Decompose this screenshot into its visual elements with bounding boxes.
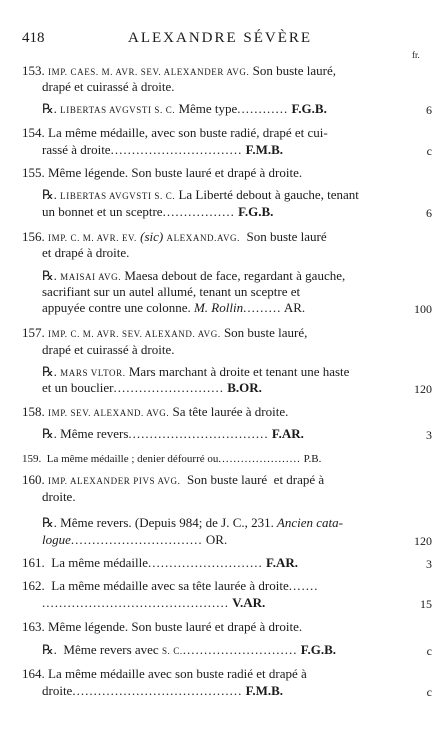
entry-157-reverse-1: ℞. MARS VLTOR. Mars marchant à droite et tenant une haste <box>42 364 350 379</box>
entry-162-line-2: ............................................ V.AR. <box>42 595 266 610</box>
entry-160-reverse-1: ℞. Même revers. (Depuis 984; de J. C., 231. Ancien cata- <box>42 515 343 530</box>
entry-157-line-2: drapé et cuirassé à droite. <box>42 342 175 357</box>
entry-163-value: c <box>426 644 432 658</box>
entry-156-line-1: 156. IMP. C. M. AVR. EV. (sic) ALEXAND.AVG. Son buste lauré <box>22 229 327 244</box>
entry-162-value: 15 <box>420 597 432 611</box>
entry-159-line: 159. La même médaille ; denier défourré ou...................... P.B. <box>22 453 322 465</box>
entry-153-value: 6 <box>426 103 432 117</box>
entry-156-line-2: et drapé à droite. <box>42 245 130 260</box>
entry-157-line-1: 157. IMP. C. M. AVR. SEV. ALEXAND. AVG. Son buste lauré, <box>22 325 308 340</box>
entry-157-reverse-2: et un bouclier.......................... B.OR. <box>42 380 262 395</box>
entry-158-value: 3 <box>426 428 432 442</box>
entry-158-line-1: 158. IMP. SEV. ALEXAND. AVG. Sa tête laurée à droite. <box>22 404 289 419</box>
entry-164-line-2: droite........................................ F.M.B. <box>42 683 284 698</box>
entry-156-reverse-2: sacrifiant sur un autel allumé, tenant un sceptre et <box>42 284 301 299</box>
entry-156-value: 100 <box>414 302 432 316</box>
entry-155-reverse-2: un bonnet et un sceptre................. F.G.B. <box>42 204 274 219</box>
entry-155-value: 6 <box>426 206 432 220</box>
entry-160-line-2: droite. <box>42 489 76 504</box>
entry-160-reverse-2: logue............................... OR. <box>42 532 228 547</box>
entry-154-value: c <box>426 144 432 158</box>
entry-164-line-1: 164. La même médaille avec son buste radié et drapé à <box>22 666 307 681</box>
entry-158-reverse: ℞. Même revers................................. F.AR. <box>42 426 304 441</box>
entry-162-line-1: 162. La même médaille avec sa tête laurée à droite....... <box>22 578 319 593</box>
entry-163-line-1: 163. Même légende. Son buste lauré et drapé à droite. <box>22 619 303 634</box>
entry-157-value: 120 <box>414 382 432 396</box>
entry-153-line-2: drapé et cuirassé à droite. <box>42 79 175 94</box>
entry-161-value: 3 <box>426 557 432 571</box>
entry-154-line-2: rassé à droite............................... F.M.B. <box>42 142 284 157</box>
entry-161-line: 161. La même médaille........................... F.AR. <box>22 555 299 570</box>
entry-156-reverse-1: ℞. MAISAI AVG. Maesa debout de face, regardant à gauche, <box>42 268 346 283</box>
entry-160-value: 120 <box>414 534 432 548</box>
entry-164-value: c <box>426 685 432 699</box>
entry-156-reverse-3: appuyée contre une colonne. M. Rollin......... AR. <box>42 300 306 315</box>
entry-155-line-1: 155. Même légende. Son buste lauré et drapé à droite. <box>22 165 303 180</box>
entry-155-reverse-1: ℞. LIBERTAS AVGVSTI S. C. La Liberté debout à gauche, tenant <box>42 187 359 202</box>
entry-153-reverse: ℞. LIBERTAS AVGVSTI S. C. Même type............ F.G.B. <box>42 101 327 116</box>
page-number: 418 <box>22 30 45 46</box>
entry-153-line-1: 153. IMP. CAES. M. AVR. SEV. ALEXANDER AVG. Son buste lauré, <box>22 63 336 78</box>
price-column-label: fr. <box>412 50 420 60</box>
entry-163-reverse: ℞. Même revers avec S. C............................ F.G.B. <box>42 642 336 657</box>
entry-160-line-1: 160. IMP. ALEXANDER PIVS AVG. Son buste lauré et drapé à <box>22 472 325 487</box>
entry-154-line-1: 154. La même médaille, avec son buste radié, drapé et cui- <box>22 125 328 140</box>
running-title: ALEXANDRE SÉVÈRE <box>128 30 313 46</box>
